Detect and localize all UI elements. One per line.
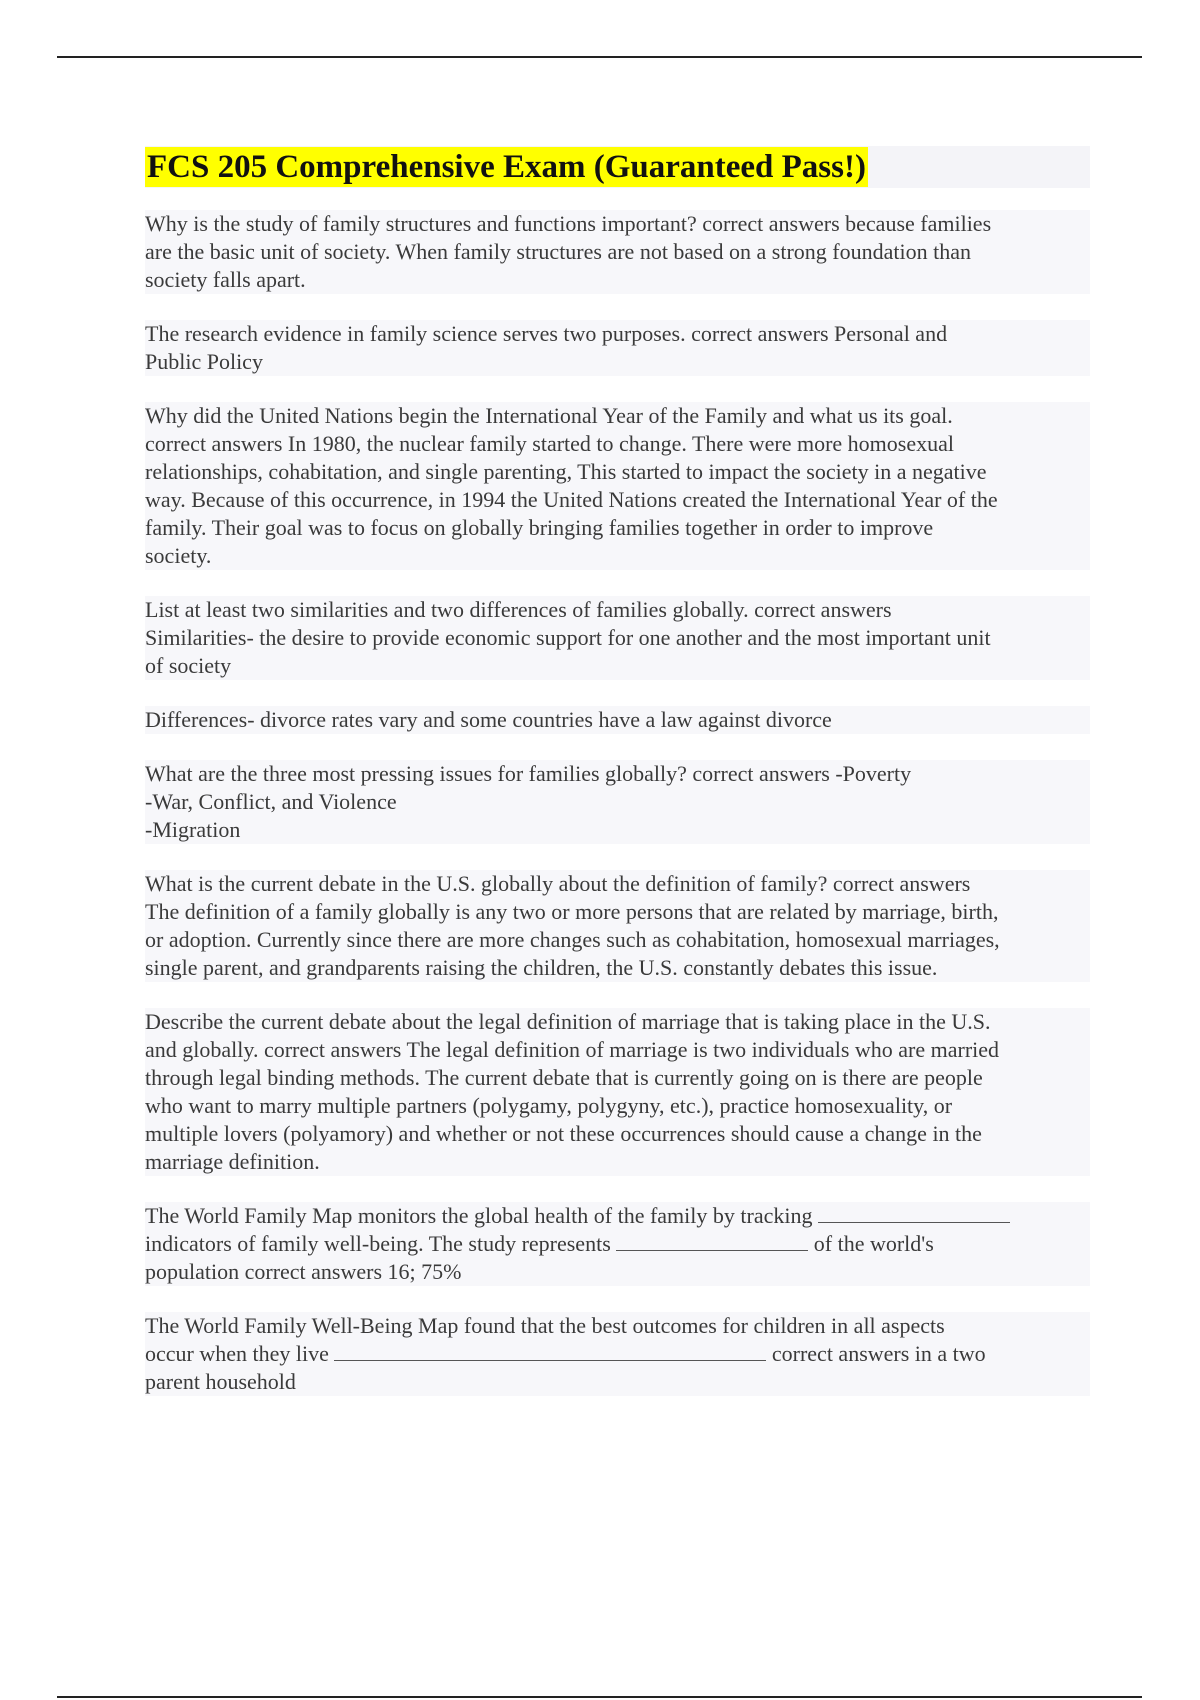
answer-blank <box>818 1202 1010 1223</box>
qa-line: correct answers in a two <box>771 1341 986 1366</box>
qa-item <box>145 870 1090 982</box>
top-rule <box>57 56 1142 58</box>
qa-line: marriage definition. <box>145 1149 320 1174</box>
qa-list <box>145 210 1090 1202</box>
qa-line: through legal binding methods. The current debate that is currently going on is there are people <box>145 1065 983 1090</box>
qa-item <box>145 1008 1090 1176</box>
qa-item <box>145 596 1090 680</box>
qa-line: way. Because of this occurrence, in 1994 the United Nations created the International Year of the <box>145 487 998 512</box>
qa-line: society. <box>145 543 212 568</box>
qa-line: are the basic unit of society. When family structures are not based on a strong foundation than <box>145 239 971 264</box>
title-band <box>145 146 1090 188</box>
qa-line: family. Their goal was to focus on globally bringing families together in order to improve <box>145 515 934 540</box>
qa-item <box>145 760 1090 844</box>
qa-line: indicators of family well-being. The study represents <box>145 1231 611 1256</box>
answer-blank <box>616 1230 808 1251</box>
qa-line: What is the current debate in the U.S. globally about the definition of family? correct answers <box>145 871 971 896</box>
qa-line: population correct answers 16; 75% <box>145 1259 462 1284</box>
qa-item-world-family-map <box>145 1202 1090 1286</box>
qa-line: correct answers In 1980, the nuclear family started to change. There were more homosexual <box>145 431 954 456</box>
qa-line: The definition of a family globally is any two or more persons that are related by marriage, birth, <box>145 899 999 924</box>
qa-line: -War, Conflict, and Violence <box>145 789 397 814</box>
qa-line: society falls apart. <box>145 267 306 292</box>
qa-item-wellbeing-map <box>145 1312 1090 1396</box>
qa-line: parent household <box>145 1369 296 1394</box>
qa-line: Similarities- the desire to provide economic support for one another and the most important unit <box>145 625 991 650</box>
qa-item <box>145 402 1090 570</box>
bottom-rule <box>57 1696 1142 1698</box>
qa-line: The research evidence in family science serves two purposes. correct answers Personal and <box>145 321 948 346</box>
document-body <box>145 146 1090 1396</box>
qa-line: Differences- divorce rates vary and some countries have a law against divorce <box>145 707 832 732</box>
qa-line: occur when they live <box>145 1341 329 1366</box>
answer-blank <box>334 1340 766 1361</box>
qa-line: Public Policy <box>145 349 263 374</box>
qa-line: relationships, cohabitation, and single parenting, This started to impact the society in a negative <box>145 459 987 484</box>
qa-line: The World Family Well-Being Map found that the best outcomes for children in all aspects <box>145 1313 945 1338</box>
qa-item <box>145 210 1090 294</box>
qa-line: Describe the current debate about the legal definition of marriage that is taking place in the U.S. <box>145 1009 991 1034</box>
qa-line: single parent, and grandparents raising the children, the U.S. constantly debates this issue. <box>145 955 938 980</box>
qa-line: of society <box>145 653 232 678</box>
qa-line: and globally. correct answers The legal definition of marriage is two individuals who are married <box>145 1037 1000 1062</box>
qa-line: or adoption. Currently since there are more changes such as cohabitation, homosexual marriages, <box>145 927 1000 952</box>
qa-line: who want to marry multiple partners (polygamy, polygyny, etc.), practice homosexuality, or <box>145 1093 953 1118</box>
qa-item <box>145 706 1090 734</box>
qa-line: The World Family Map monitors the global health of the family by tracking <box>145 1203 813 1228</box>
qa-line: -Migration <box>145 817 241 842</box>
qa-line: List at least two similarities and two differences of families globally. correct answers <box>145 597 892 622</box>
qa-line: Why did the United Nations begin the International Year of the Family and what us its goal. <box>145 403 953 428</box>
qa-line: of the world's <box>813 1231 934 1256</box>
page-title: FCS 205 Comprehensive Exam (Guaranteed Pass!) <box>147 149 866 185</box>
qa-item <box>145 320 1090 376</box>
qa-line: multiple lovers (polyamory) and whether or not these occurrences should cause a change in the <box>145 1121 982 1146</box>
qa-line: What are the three most pressing issues for families globally? correct answers -Poverty <box>145 761 912 786</box>
qa-line: Why is the study of family structures and functions important? correct answers because families <box>145 211 992 236</box>
